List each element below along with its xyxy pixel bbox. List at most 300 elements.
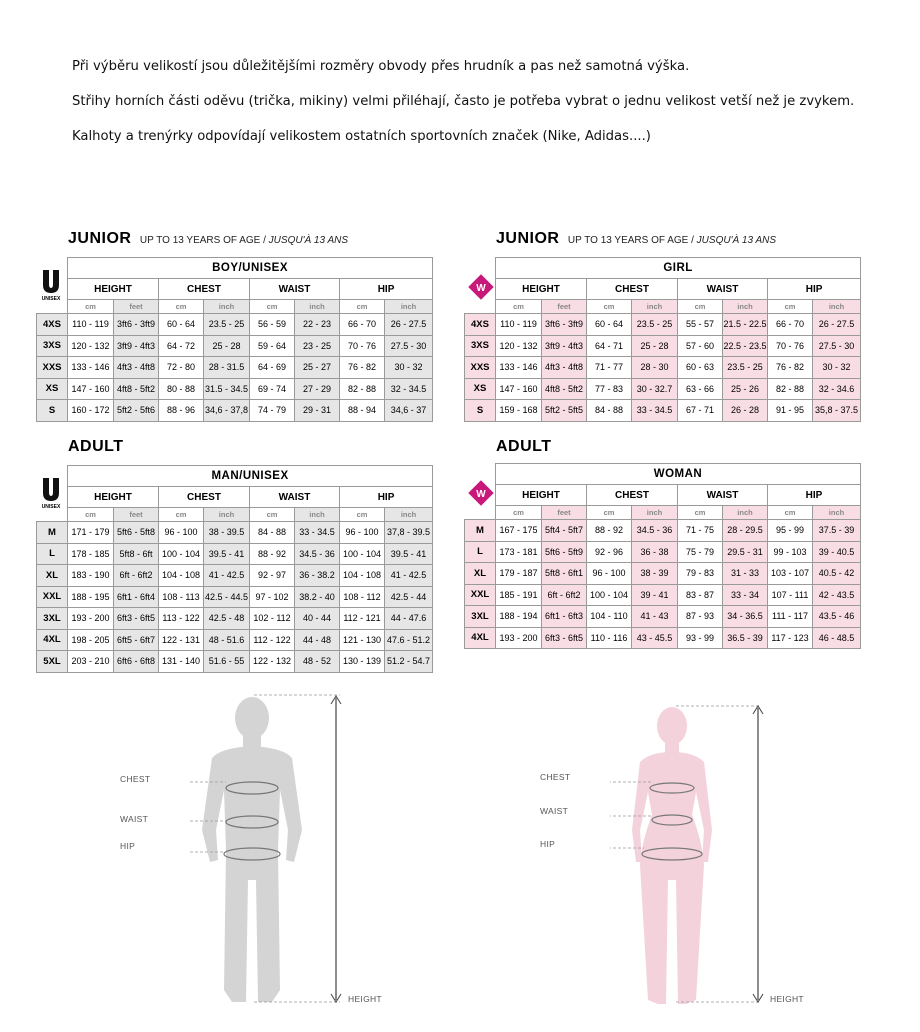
measure-cell: 51.2 - 54.7 [385, 651, 433, 673]
unit-label: inch [813, 300, 861, 314]
measure-cell: 96 - 100 [587, 563, 632, 585]
column-header-row [37, 487, 433, 508]
measure-cell: 36 - 38.2 [295, 565, 340, 587]
size-label: XS [37, 378, 68, 400]
measure-cell: 36 - 38 [632, 541, 678, 563]
measure-cell: 188 - 195 [68, 586, 114, 608]
measure-cell: 107 - 111 [768, 584, 813, 606]
measure-cell: 133 - 146 [68, 357, 114, 379]
measure-cell: 34 - 36.5 [723, 606, 768, 628]
measure-cell: 23.5 - 25 [632, 314, 678, 336]
measure-cell: 93 - 99 [678, 627, 723, 649]
unit-label: feet [114, 508, 159, 522]
measure-cell: 26 - 27.5 [813, 314, 861, 336]
measure-cell: 34.5 - 36 [632, 520, 678, 542]
measure-cell: 76 - 82 [768, 357, 813, 379]
unit-label: cm [159, 300, 204, 314]
group-label: BOY/UNISEX [68, 258, 433, 279]
unit-label: cm [768, 300, 813, 314]
measure-cell: 82 - 88 [340, 378, 385, 400]
corner-cell [465, 485, 496, 506]
measure-cell: 131 - 140 [159, 651, 204, 673]
unit-label: cm [768, 506, 813, 520]
measure-cell: 108 - 112 [340, 586, 385, 608]
measure-cell: 64 - 69 [250, 357, 295, 379]
measure-cell: 74 - 79 [250, 400, 295, 422]
measure-cell: 33 - 34.5 [632, 400, 678, 422]
measure-cell: 47.6 - 51.2 [385, 629, 433, 651]
column-header-row [465, 485, 861, 506]
measure-cell: 87 - 93 [678, 606, 723, 628]
measure-cell: 37.5 - 39 [813, 520, 861, 542]
unit-label: cm [250, 508, 295, 522]
measure-cell: 39 - 41 [632, 584, 678, 606]
junior-boy-table [36, 257, 433, 422]
measure-cell: 110 - 119 [496, 314, 542, 336]
group-header-row [37, 466, 433, 487]
size-label: XXL [465, 584, 496, 606]
measure-cell: 121 - 130 [340, 629, 385, 651]
unit-label: cm [68, 508, 114, 522]
corner-cell [37, 279, 68, 300]
measure-cell: 23.5 - 25 [723, 357, 768, 379]
intro-text [72, 58, 872, 163]
measure-cell: 95 - 99 [768, 520, 813, 542]
measure-cell: 27 - 29 [295, 378, 340, 400]
unit-label: cm [678, 300, 723, 314]
unit-label: cm [250, 300, 295, 314]
measure-cell: 5ft8 - 6ft [114, 543, 159, 565]
unit-label: inch [632, 300, 678, 314]
measure-cell: 96 - 100 [159, 522, 204, 544]
intro-line-3: Kalhoty a trenýrky odpovídají velikostem ostatních sportovních značek (Nike, Adidas....) [72, 129, 651, 144]
measure-cell: 6ft1 - 6ft4 [114, 586, 159, 608]
measure-cell: 35,8 - 37.5 [813, 400, 861, 422]
column-header-height: HEIGHT [496, 485, 587, 506]
column-header-height: HEIGHT [68, 279, 159, 300]
measure-cell: 30 - 32.7 [632, 378, 678, 400]
unit-label: inch [385, 508, 433, 522]
man-hip-label: HIP [120, 841, 136, 851]
size-label: L [465, 541, 496, 563]
measure-cell: 178 - 185 [68, 543, 114, 565]
measure-cell: 6ft - 6ft2 [114, 565, 159, 587]
measure-cell: 104 - 110 [587, 606, 632, 628]
measure-cell: 100 - 104 [340, 543, 385, 565]
units-row [37, 508, 433, 522]
size-label: 4XS [37, 314, 68, 336]
measure-cell: 80 - 88 [159, 378, 204, 400]
woman-badge-letter: W [476, 489, 486, 500]
column-header-hip: HIP [768, 485, 861, 506]
units-row [465, 300, 861, 314]
measure-cell: 188 - 194 [496, 606, 542, 628]
size-row [37, 400, 433, 422]
measure-cell: 147 - 160 [68, 378, 114, 400]
measure-cell: 22 - 23 [295, 314, 340, 336]
measure-cell: 37,8 - 39.5 [385, 522, 433, 544]
adult-woman-table [464, 463, 861, 649]
size-row [465, 584, 861, 606]
woman-waist-label: WAIST [540, 806, 569, 816]
unit-label: inch [632, 506, 678, 520]
size-label: 5XL [37, 651, 68, 673]
measure-cell: 5ft6 - 5ft9 [542, 541, 587, 563]
group-header-row [37, 258, 433, 279]
measure-cell: 3ft9 - 4ft3 [542, 335, 587, 357]
subtitle-italic: JUSQU'À 13 ANS [268, 235, 349, 246]
measure-cell: 41 - 43 [632, 606, 678, 628]
unit-label: inch [204, 508, 250, 522]
measure-cell: 42.5 - 44.5 [204, 586, 250, 608]
measure-cell: 75 - 79 [678, 541, 723, 563]
measure-cell: 42.5 - 48 [204, 608, 250, 630]
panel-title: JUNIOR [68, 230, 132, 247]
measure-cell: 32 - 34.6 [813, 378, 861, 400]
measure-cell: 34,6 - 37,8 [204, 400, 250, 422]
measure-cell: 44 - 48 [295, 629, 340, 651]
measure-cell: 57 - 60 [678, 335, 723, 357]
unit-label: feet [542, 506, 587, 520]
measure-cell: 4ft8 - 5ft2 [542, 378, 587, 400]
unit-label: inch [723, 506, 768, 520]
column-header-height: HEIGHT [496, 279, 587, 300]
measure-cell: 60 - 64 [587, 314, 632, 336]
measure-cell: 112 - 122 [250, 629, 295, 651]
adult-woman-title [496, 438, 552, 456]
size-label: 4XS [465, 314, 496, 336]
units-row [465, 506, 861, 520]
size-label: L [37, 543, 68, 565]
unit-label: cm [587, 300, 632, 314]
measure-cell: 31.5 - 34.5 [204, 378, 250, 400]
measure-cell: 26 - 27.5 [385, 314, 433, 336]
intro-line-1: Při výběru velikostí jsou důležitějšími rozměry obvody přes hrudník a pas než samotná výška. [72, 59, 690, 74]
measure-cell: 66 - 70 [768, 314, 813, 336]
measure-cell: 70 - 76 [768, 335, 813, 357]
measure-cell: 28 - 29.5 [723, 520, 768, 542]
size-row [465, 357, 861, 379]
woman-silhouette [632, 707, 712, 1004]
unisex-badge-word: UNISEX [41, 296, 61, 302]
measure-cell: 117 - 123 [768, 627, 813, 649]
measure-cell: 171 - 179 [68, 522, 114, 544]
unit-label: feet [114, 300, 159, 314]
corner-cell [465, 506, 496, 520]
measure-cell: 28 - 31.5 [204, 357, 250, 379]
panel-subtitle [568, 235, 776, 246]
measure-cell: 96 - 100 [340, 522, 385, 544]
unit-label: inch [723, 300, 768, 314]
measure-cell: 3ft9 - 4ft3 [114, 335, 159, 357]
measure-cell: 198 - 205 [68, 629, 114, 651]
column-header-waist: WAIST [678, 279, 768, 300]
measure-cell: 43 - 45.5 [632, 627, 678, 649]
measure-cell: 30 - 32 [813, 357, 861, 379]
measure-cell: 5ft2 - 5ft6 [114, 400, 159, 422]
column-header-chest: CHEST [587, 485, 678, 506]
size-label: M [37, 522, 68, 544]
measure-cell: 34,6 - 37 [385, 400, 433, 422]
group-label: MAN/UNISEX [68, 466, 433, 487]
junior-boy-title [68, 230, 348, 248]
measure-cell: 25 - 27 [295, 357, 340, 379]
size-label: XXS [465, 357, 496, 379]
measure-cell: 67 - 71 [678, 400, 723, 422]
size-label: M [465, 520, 496, 542]
measure-cell: 203 - 210 [68, 651, 114, 673]
size-label: S [465, 400, 496, 422]
measure-cell: 29.5 - 31 [723, 541, 768, 563]
measure-cell: 72 - 80 [159, 357, 204, 379]
group-label: GIRL [496, 258, 861, 279]
adult-man-table [36, 465, 433, 673]
corner-cell [37, 466, 68, 487]
measure-cell: 120 - 132 [68, 335, 114, 357]
size-row [465, 400, 861, 422]
unit-label: cm [159, 508, 204, 522]
measure-cell: 84 - 88 [250, 522, 295, 544]
measure-cell: 76 - 82 [340, 357, 385, 379]
size-label: 3XL [37, 608, 68, 630]
measure-cell: 5ft4 - 5ft7 [542, 520, 587, 542]
size-row [465, 335, 861, 357]
unit-label: inch [204, 300, 250, 314]
panel-title: JUNIOR [496, 230, 560, 247]
measure-cell: 30 - 32 [385, 357, 433, 379]
measure-cell: 122 - 131 [159, 629, 204, 651]
measure-cell: 39.5 - 41 [385, 543, 433, 565]
measure-cell: 43.5 - 46 [813, 606, 861, 628]
junior-girl-table [464, 257, 861, 422]
size-label: XXS [37, 357, 68, 379]
unit-label: cm [496, 506, 542, 520]
size-row [37, 314, 433, 336]
measure-cell: 82 - 88 [768, 378, 813, 400]
size-label: 4XL [465, 627, 496, 649]
measure-cell: 104 - 108 [159, 565, 204, 587]
size-row [37, 522, 433, 544]
measure-cell: 71 - 77 [587, 357, 632, 379]
junior-girl-title [496, 230, 776, 248]
measure-cell: 193 - 200 [68, 608, 114, 630]
size-label: 3XS [465, 335, 496, 357]
unit-label: inch [295, 300, 340, 314]
measure-cell: 6ft6 - 6ft8 [114, 651, 159, 673]
measure-cell: 21.5 - 22.5 [723, 314, 768, 336]
panel-title: ADULT [496, 438, 552, 455]
woman-badge-letter: W [476, 283, 486, 294]
subtitle-text: UP TO 13 YEARS OF AGE / [567, 235, 697, 246]
measure-cell: 33 - 34.5 [295, 522, 340, 544]
measure-cell: 167 - 175 [496, 520, 542, 542]
measure-cell: 4ft8 - 5ft2 [114, 378, 159, 400]
size-label: XXL [37, 586, 68, 608]
column-header-row [465, 279, 861, 300]
column-header-chest: CHEST [159, 487, 250, 508]
measure-cell: 39 - 40.5 [813, 541, 861, 563]
group-header-row [465, 464, 861, 485]
woman-height-label: HEIGHT [770, 994, 804, 1004]
measure-cell: 91 - 95 [768, 400, 813, 422]
measure-cell: 64 - 72 [159, 335, 204, 357]
measure-cell: 38 - 39 [632, 563, 678, 585]
corner-cell [37, 258, 68, 279]
measure-cell: 70 - 76 [340, 335, 385, 357]
group-header-row [465, 258, 861, 279]
size-row [465, 314, 861, 336]
measure-cell: 46 - 48.5 [813, 627, 861, 649]
corner-cell [465, 258, 496, 279]
measure-cell: 159 - 168 [496, 400, 542, 422]
measure-cell: 42 - 43.5 [813, 584, 861, 606]
unit-label: inch [813, 506, 861, 520]
measure-cell: 25 - 28 [632, 335, 678, 357]
size-row [465, 627, 861, 649]
adult-man-title [68, 438, 124, 456]
measure-cell: 27.5 - 30 [813, 335, 861, 357]
size-label: XL [465, 563, 496, 585]
measure-cell: 113 - 122 [159, 608, 204, 630]
measure-cell: 77 - 83 [587, 378, 632, 400]
measure-cell: 22.5 - 23.5 [723, 335, 768, 357]
size-row [37, 357, 433, 379]
panel-subtitle [140, 235, 348, 246]
measure-cell: 185 - 191 [496, 584, 542, 606]
measure-cell: 104 - 108 [340, 565, 385, 587]
measure-cell: 110 - 116 [587, 627, 632, 649]
size-row [37, 629, 433, 651]
column-header-hip: HIP [340, 487, 433, 508]
measure-cell: 40.5 - 42 [813, 563, 861, 585]
size-label: S [37, 400, 68, 422]
measure-cell: 23 - 25 [295, 335, 340, 357]
measure-cell: 111 - 117 [768, 606, 813, 628]
measure-cell: 99 - 103 [768, 541, 813, 563]
measure-cell: 23.5 - 25 [204, 314, 250, 336]
measure-cell: 6ft3 - 6ft5 [114, 608, 159, 630]
measure-cell: 41 - 42.5 [385, 565, 433, 587]
measure-cell: 6ft - 6ft2 [542, 584, 587, 606]
column-header-row [37, 279, 433, 300]
measure-cell: 5ft8 - 6ft1 [542, 563, 587, 585]
subtitle-text: UP TO 13 YEARS OF AGE / [139, 235, 269, 246]
size-row [37, 586, 433, 608]
size-row [37, 378, 433, 400]
measure-cell: 4ft3 - 4ft8 [542, 357, 587, 379]
measure-cell: 103 - 107 [768, 563, 813, 585]
size-label: 4XL [37, 629, 68, 651]
measure-cell: 6ft1 - 6ft3 [542, 606, 587, 628]
measure-cell: 193 - 200 [496, 627, 542, 649]
measure-cell: 5ft6 - 5ft8 [114, 522, 159, 544]
column-header-waist: WAIST [250, 279, 340, 300]
measure-cell: 28 - 30 [632, 357, 678, 379]
measure-cell: 133 - 146 [496, 357, 542, 379]
size-row [37, 651, 433, 673]
size-row [37, 335, 433, 357]
measure-cell: 88 - 92 [587, 520, 632, 542]
measure-cell: 6ft5 - 6ft7 [114, 629, 159, 651]
measure-cell: 100 - 104 [159, 543, 204, 565]
man-chest-label: CHEST [120, 774, 151, 784]
measure-cell: 88 - 94 [340, 400, 385, 422]
measure-cell: 71 - 75 [678, 520, 723, 542]
size-row [37, 543, 433, 565]
corner-cell [37, 487, 68, 508]
size-row [465, 520, 861, 542]
panel-title: ADULT [68, 438, 124, 455]
measure-cell: 108 - 113 [159, 586, 204, 608]
measure-cell: 29 - 31 [295, 400, 340, 422]
group-label: WOMAN [496, 464, 861, 485]
measure-cell: 25 - 26 [723, 378, 768, 400]
measure-cell: 64 - 71 [587, 335, 632, 357]
measure-cell: 3ft6 - 3ft9 [114, 314, 159, 336]
corner-cell [465, 464, 496, 485]
unit-label: cm [340, 300, 385, 314]
measure-cell: 160 - 172 [68, 400, 114, 422]
measure-cell: 31 - 33 [723, 563, 768, 585]
measure-cell: 38 - 39.5 [204, 522, 250, 544]
measure-cell: 48 - 52 [295, 651, 340, 673]
woman-hip-label: HIP [540, 839, 556, 849]
corner-cell [37, 508, 68, 522]
column-header-hip: HIP [768, 279, 861, 300]
measure-cell: 27.5 - 30 [385, 335, 433, 357]
measure-cell: 26 - 28 [723, 400, 768, 422]
unit-label: cm [340, 508, 385, 522]
measure-cell: 83 - 87 [678, 584, 723, 606]
unit-label: feet [542, 300, 587, 314]
column-header-chest: CHEST [159, 279, 250, 300]
measure-cell: 88 - 92 [250, 543, 295, 565]
measure-cell: 4ft3 - 4ft8 [114, 357, 159, 379]
size-row [465, 378, 861, 400]
intro-line-2: Střihy horních části oděvu (trička, mikiny) velmi přiléhají, často je potřeba vybrat o jednu velikost vetší než je zvykem. [72, 94, 855, 109]
subtitle-italic: JUSQU'À 13 ANS [696, 235, 777, 246]
measure-cell: 79 - 83 [678, 563, 723, 585]
measure-cell: 69 - 74 [250, 378, 295, 400]
unit-label: inch [385, 300, 433, 314]
measure-cell: 130 - 139 [340, 651, 385, 673]
measure-cell: 102 - 112 [250, 608, 295, 630]
corner-cell [465, 279, 496, 300]
size-label: XS [465, 378, 496, 400]
measure-cell: 56 - 59 [250, 314, 295, 336]
measure-cell: 34.5 - 36 [295, 543, 340, 565]
size-label: 3XS [37, 335, 68, 357]
measure-cell: 179 - 187 [496, 563, 542, 585]
measure-cell: 173 - 181 [496, 541, 542, 563]
unit-label: inch [295, 508, 340, 522]
measure-cell: 84 - 88 [587, 400, 632, 422]
measure-cell: 33 - 34 [723, 584, 768, 606]
unit-label: cm [587, 506, 632, 520]
measure-cell: 38.2 - 40 [295, 586, 340, 608]
measure-cell: 92 - 96 [587, 541, 632, 563]
measure-cell: 60 - 63 [678, 357, 723, 379]
measure-cell: 5ft2 - 5ft5 [542, 400, 587, 422]
measure-cell: 25 - 28 [204, 335, 250, 357]
man-height-label: HEIGHT [348, 994, 382, 1004]
measure-cell: 51.6 - 55 [204, 651, 250, 673]
measure-cell: 63 - 66 [678, 378, 723, 400]
column-header-hip: HIP [340, 279, 433, 300]
measure-cell: 41 - 42.5 [204, 565, 250, 587]
column-header-waist: WAIST [250, 487, 340, 508]
measure-cell: 100 - 104 [587, 584, 632, 606]
